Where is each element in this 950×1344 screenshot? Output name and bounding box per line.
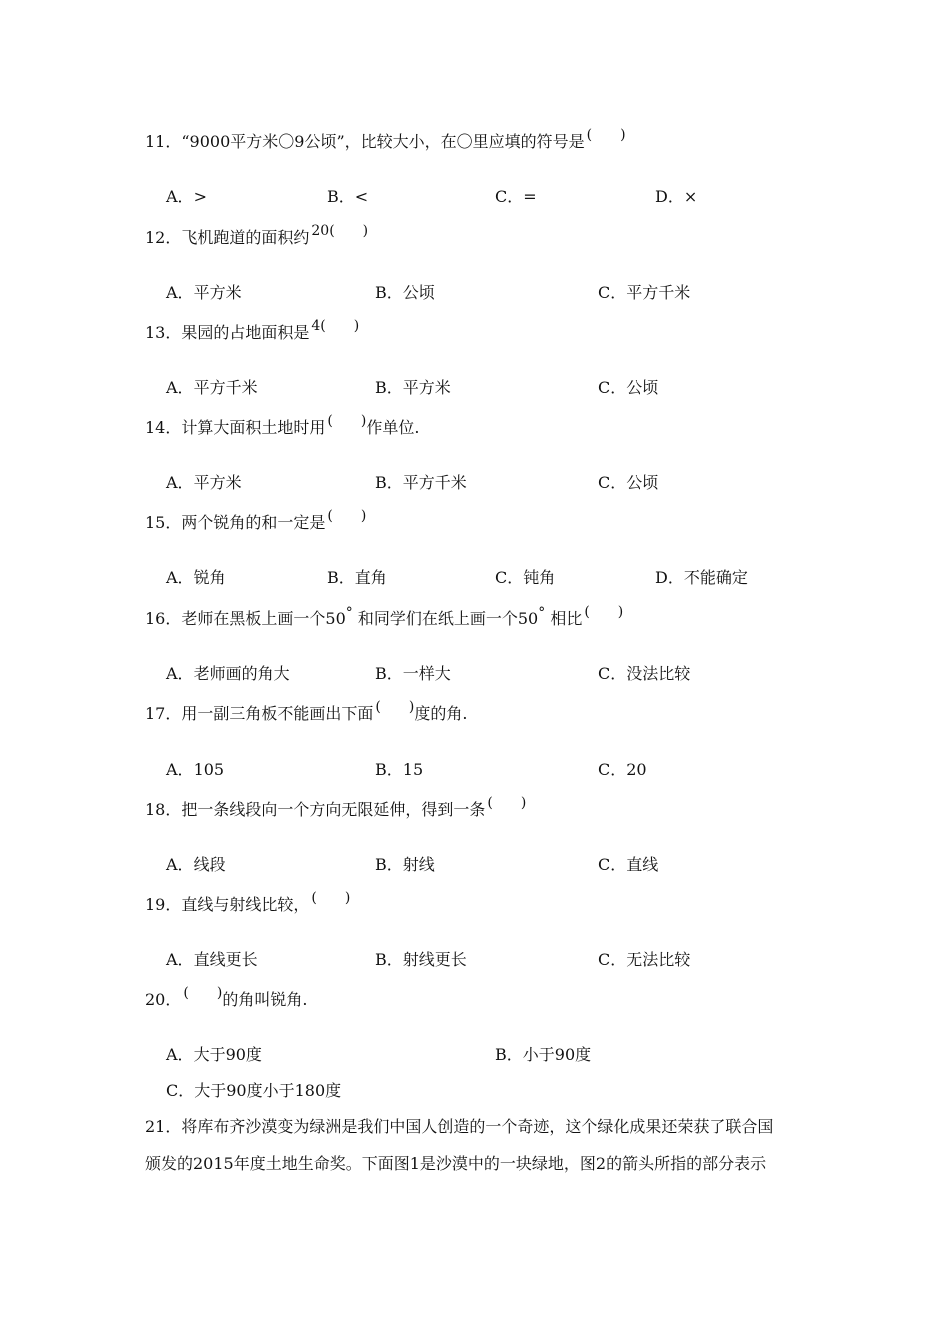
option-c[interactable]: C．公顷 [598, 378, 659, 397]
option-d[interactable]: D．× [655, 187, 698, 206]
question-text: 计算大面积土地时用 [181, 418, 326, 437]
question-text: “9000平方米〇9公顷”，比较大小，在〇里应填的符号是 [181, 132, 585, 151]
question-text: 飞机跑道的面积约 [181, 228, 310, 247]
option-c[interactable]: C．20 [598, 760, 647, 779]
option-b[interactable]: B．15 [375, 760, 424, 779]
question-21 [145, 1117, 825, 1137]
question-number: 13． [145, 323, 182, 342]
question-19 [145, 890, 351, 916]
question-12 [145, 223, 369, 249]
question-number: 12． [145, 228, 182, 247]
question-text: 直线与射线比较， [181, 895, 310, 914]
question-number: 15． [145, 513, 182, 532]
option-c[interactable]: C．= [495, 187, 537, 206]
option-b[interactable]: B．平方米 [375, 378, 451, 397]
question-21-continued [145, 1154, 825, 1174]
answer-blank[interactable]: ( ) [586, 127, 626, 143]
option-b[interactable]: B．射线更长 [375, 950, 467, 969]
option-b[interactable]: B．公顷 [375, 283, 435, 302]
question-18 [145, 795, 527, 821]
question-text-after: 度的角. [414, 704, 468, 723]
question-text: 把一条线段向一个方向无限延伸，得到一条 [181, 800, 486, 819]
option-a[interactable]: A．平方千米 [166, 378, 258, 397]
option-c[interactable]: C．大于90度小于180度 [166, 1081, 342, 1100]
question-number: 16． [145, 609, 182, 628]
question-16 [145, 604, 624, 630]
answer-blank[interactable]: ( ) [584, 604, 624, 620]
question-14 [145, 413, 420, 439]
angle-value: 50 [325, 609, 346, 628]
answer-blank[interactable]: ( ) [487, 795, 527, 811]
question-number: 19． [145, 895, 182, 914]
question-text: 将库布齐沙漠变为绿洲是我们中国人创造的一个奇迹，这个绿化成果还荣获了联合国 [181, 1117, 774, 1136]
option-c[interactable]: C．无法比较 [598, 950, 691, 969]
answer-blank[interactable]: 20( ) [311, 223, 369, 239]
option-a[interactable]: A．直线更长 [166, 950, 258, 969]
answer-blank[interactable]: ( ) [183, 985, 223, 1001]
answer-blank[interactable]: ( ) [311, 890, 351, 906]
question-number: 20． [145, 990, 182, 1009]
answer-blank[interactable]: ( ) [327, 508, 367, 524]
angle-value: 50 [517, 609, 539, 628]
option-a[interactable]: A．平方米 [166, 283, 242, 302]
question-text-after: 的角叫锐角. [222, 990, 308, 1009]
question-17 [145, 699, 468, 725]
option-b[interactable]: B．一样大 [375, 664, 451, 683]
question-number: 18． [145, 800, 182, 819]
option-b[interactable]: B．直角 [327, 568, 387, 587]
degree-symbol: ° [345, 605, 353, 621]
question-text: 相比 [550, 609, 583, 628]
question-15 [145, 508, 367, 534]
option-a[interactable]: A．> [166, 187, 207, 206]
answer-blank[interactable]: ( ) [375, 699, 415, 715]
option-b[interactable]: B．平方千米 [375, 473, 467, 492]
answer-blank[interactable]: 4( ) [311, 318, 360, 334]
question-text: 颁发的2015年度土地生命奖。下面图1是沙漠中的一块绿地，图2的箭头所指的部分表示 [145, 1154, 767, 1173]
question-text: 两个锐角的和一定是 [181, 513, 326, 532]
option-c[interactable]: C．直线 [598, 855, 659, 874]
option-a[interactable]: A．老师画的角大 [166, 664, 290, 683]
question-number: 11． [145, 132, 182, 151]
option-c[interactable]: C．公顷 [598, 473, 659, 492]
question-text-after: 作单位. [366, 418, 420, 437]
option-a[interactable]: A．大于90度 [166, 1045, 262, 1064]
question-text: 老师在黑板上画一个 [181, 609, 326, 628]
question-11 [145, 127, 626, 153]
option-a[interactable]: A．线段 [166, 855, 226, 874]
option-b[interactable]: B．< [327, 187, 369, 206]
question-20 [145, 985, 308, 1011]
option-c[interactable]: C．没法比较 [598, 664, 691, 683]
option-c[interactable]: C．平方千米 [598, 283, 691, 302]
question-number: 14． [145, 418, 182, 437]
option-b[interactable]: B．射线 [375, 855, 435, 874]
option-c[interactable]: C．钝角 [495, 568, 556, 587]
answer-blank[interactable]: ( ) [327, 413, 367, 429]
question-number: 17． [145, 704, 182, 723]
degree-symbol: ° [538, 605, 546, 621]
question-text: 果园的占地面积是 [181, 323, 310, 342]
option-a[interactable]: A．锐角 [166, 568, 226, 587]
option-b[interactable]: B．小于90度 [495, 1045, 592, 1064]
question-number: 21． [145, 1117, 182, 1136]
option-d[interactable]: D．不能确定 [655, 568, 748, 587]
question-text: 用一副三角板不能画出下面 [181, 704, 374, 723]
question-text: 和同学们在纸上画一个 [357, 609, 518, 628]
question-13 [145, 318, 360, 344]
option-a[interactable]: A．平方米 [166, 473, 242, 492]
option-a[interactable]: A．105 [166, 760, 225, 779]
